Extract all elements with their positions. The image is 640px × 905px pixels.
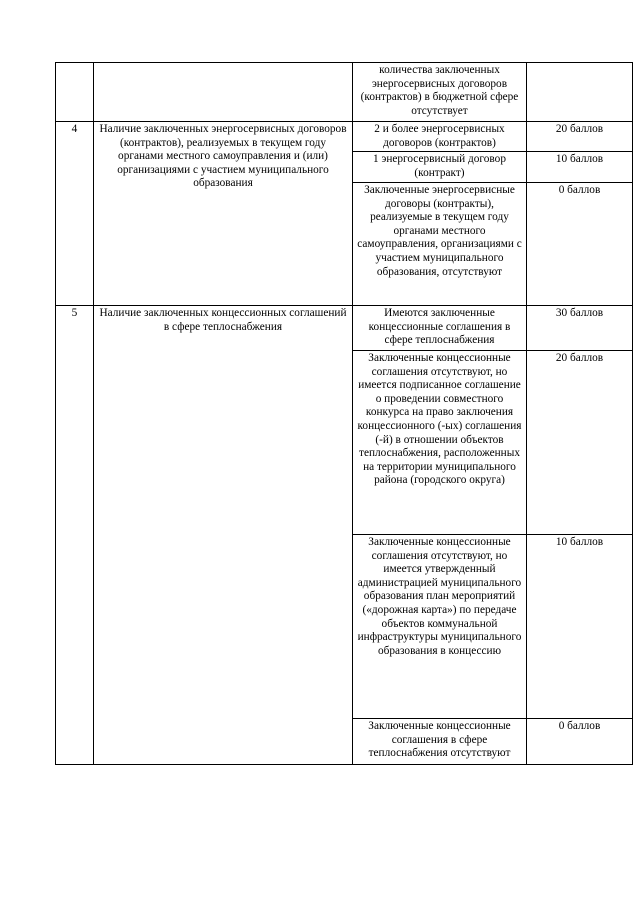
score-cell: 20 баллов — [527, 351, 633, 535]
score-cell: 10 баллов — [527, 152, 633, 183]
criterion-cell — [94, 63, 353, 122]
condition-cell: Заключенные концессионные соглашения в сфере теплоснабжения отсутствуют — [353, 719, 527, 765]
condition-cell: Имеются заключенные концессионные соглашения в сфере теплоснабжения — [353, 306, 527, 351]
condition-cell: количества заключенных энергосервисных договоров (контрактов) в бюджетной сфере отсутствует — [353, 63, 527, 122]
score-cell: 20 баллов — [527, 122, 633, 152]
criterion-cell: Наличие заключенных концессионных соглашений в сфере теплоснабжения — [94, 306, 353, 765]
table-row — [56, 122, 633, 152]
criteria-table — [55, 62, 633, 765]
condition-cell: 1 энергосервисный договор (контракт) — [353, 152, 527, 183]
score-cell: 30 баллов — [527, 306, 633, 351]
condition-cell: Заключенные энергосервисные договоры (контракты), реализуемые в текущем году органами местного самоуправления, организациями с участием муниципального образования, отсутствуют — [353, 183, 527, 306]
score-cell: 0 баллов — [527, 719, 633, 765]
condition-cell: Заключенные концессионные соглашения отсутствуют, но имеется утвержденный администрацией муниципального образования план мероприятий («дорожная карта») по передаче объектов коммунальной инфраструктуры муниципального образования в концессию — [353, 535, 527, 719]
condition-cell: Заключенные концессионные соглашения отсутствуют, но имеется подписанное соглашение о проведении совместного конкурса на право заключения концессионного (-ых) соглашения (-й) в отношении объектов теплоснабжения, расположенных на территории муниципального района (городского округа) — [353, 351, 527, 535]
score-cell: 10 баллов — [527, 535, 633, 719]
table-row — [56, 306, 633, 351]
condition-cell: 2 и более энергосервисных договоров (контрактов) — [353, 122, 527, 152]
table-row-continuation — [56, 63, 633, 122]
criterion-cell: Наличие заключенных энергосервисных договоров (контрактов), реализуемых в текущем году органами местного самоуправления и (или) организациями с участием муниципального образования — [94, 122, 353, 306]
row-number-cell: 5 — [56, 306, 94, 765]
row-number-cell: 4 — [56, 122, 94, 306]
row-number-cell — [56, 63, 94, 122]
score-cell: 0 баллов — [527, 183, 633, 306]
score-cell — [527, 63, 633, 122]
